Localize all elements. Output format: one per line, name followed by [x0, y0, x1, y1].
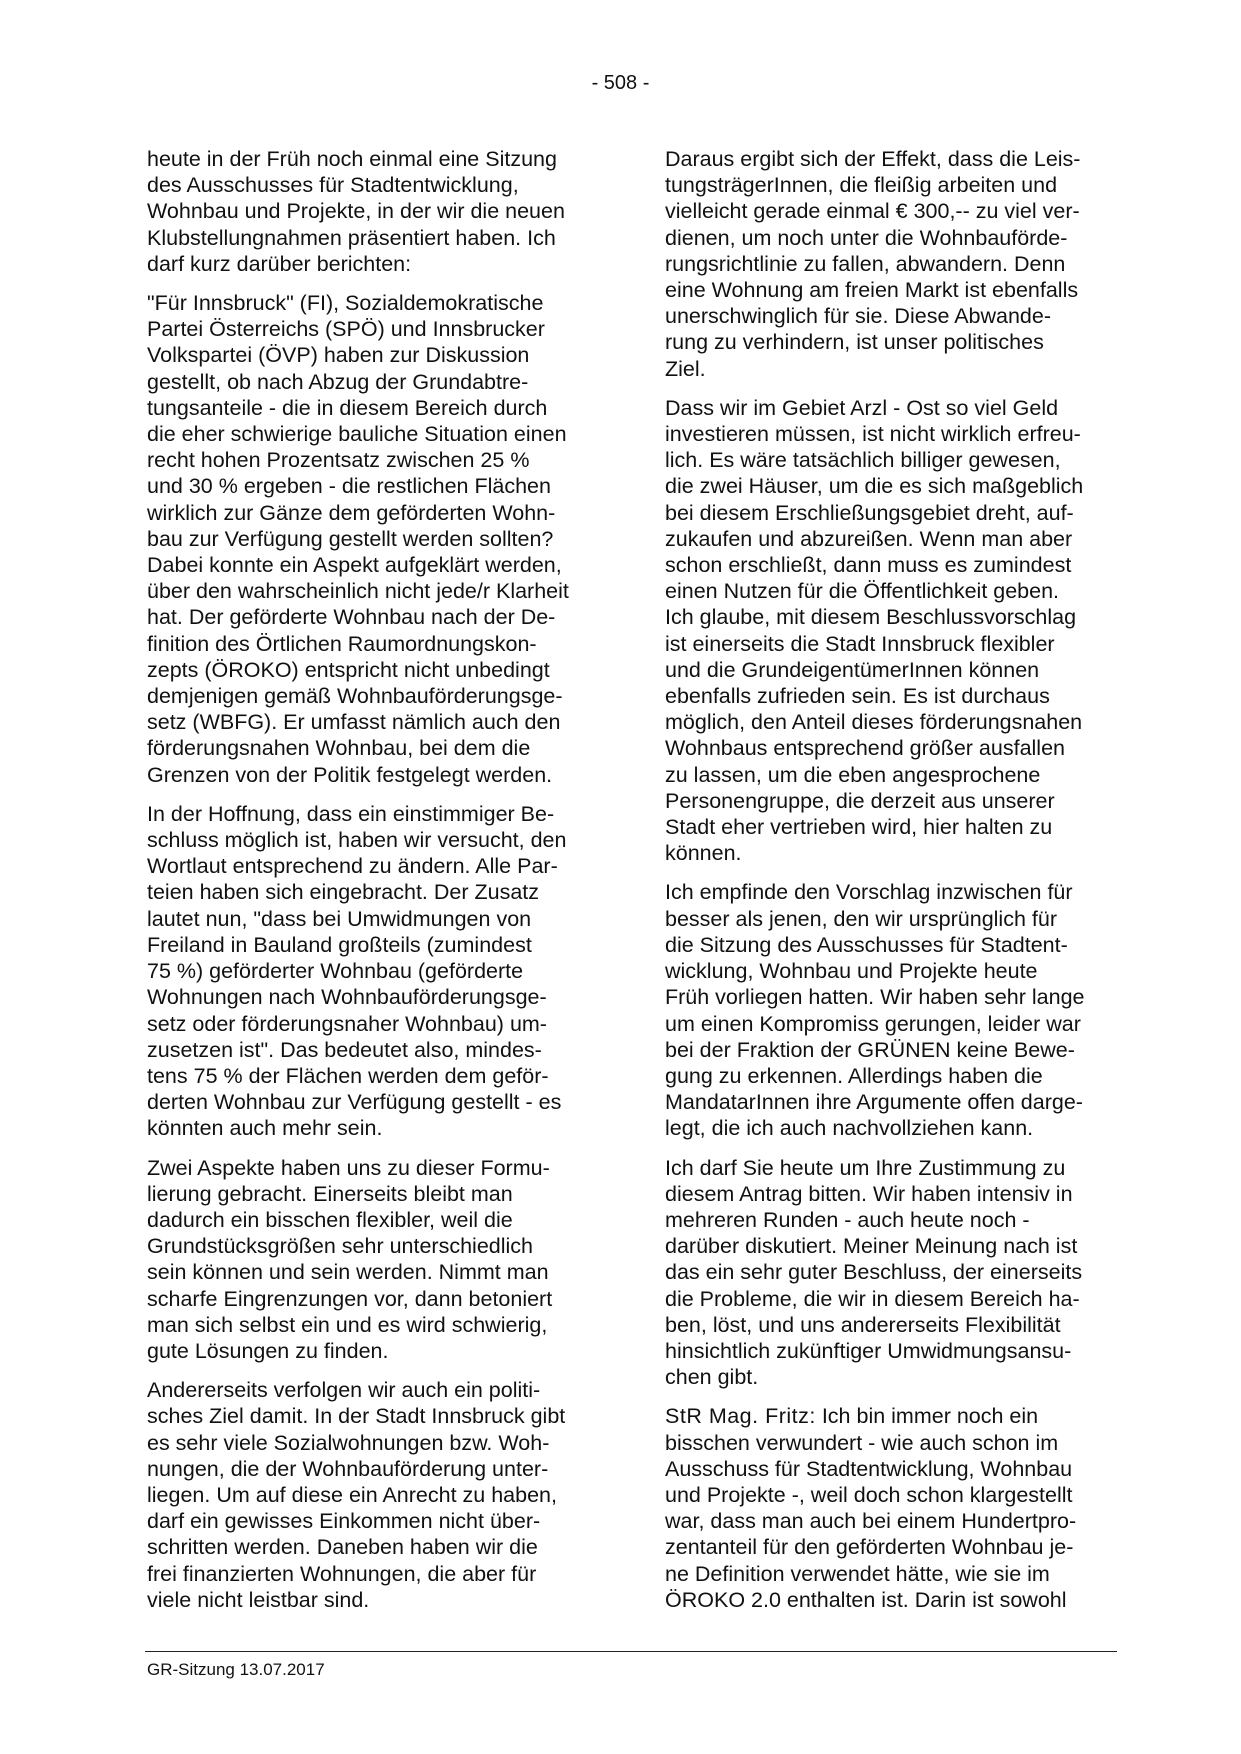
text-line: Klubstellungnahmen präsentiert haben. Ich [147, 225, 556, 250]
text-line: Ich darf Sie heute um Ihre Zustimmung zu [665, 1155, 1066, 1180]
text-line: darf ein gewisses Einkommen nicht über- [147, 1509, 541, 1534]
text-line: des Ausschusses für Stadtentwicklung, [147, 173, 519, 198]
text-line: über den wahrscheinlich nicht jede/r Klarheit [147, 579, 569, 604]
text-line [665, 1403, 1115, 1429]
text-line: Partei Österreichs (SPÖ) und Innsbrucker [147, 317, 545, 342]
text-line: gute Lösungen zu finden. [147, 1338, 389, 1363]
text-line: derten Wohnbau zur Verfügung gestellt - es [147, 1090, 562, 1115]
text-line: setz (WBFG). Er umfasst nämlich auch den [147, 710, 561, 735]
text-line: bau zur Verfügung gestellt werden sollten? [147, 526, 554, 551]
paragraph [147, 801, 597, 1142]
text-line: förderungsnahen Wohnbau, bei dem die [147, 736, 531, 761]
text-line: bisschen verwundert - wie auch schon im [665, 1430, 1059, 1455]
text-line: ÖROKO 2.0 enthalten ist. Darin ist sowohl [665, 1587, 1067, 1612]
text-line: besser als jenen, den wir ursprünglich für [665, 906, 1057, 931]
text-line: ist einerseits die Stadt Innsbruck flexibler [665, 631, 1055, 656]
text-line: Grundstücksgrößen sehr unterschiedlich [147, 1234, 533, 1259]
text-line: können. [665, 841, 742, 866]
text-line: investieren müssen, ist nicht wirklich erfreu- [665, 422, 1081, 447]
text-line: eine Wohnung am freien Markt ist ebenfalls [665, 278, 1079, 303]
text-line: unerschwinglich für sie. Diese Abwande- [665, 304, 1052, 329]
text-line: Ich empfinde den Vorschlag inzwischen für [665, 880, 1073, 905]
text-line: Dabei konnte ein Aspekt aufgeklärt werden, [147, 553, 562, 578]
speaker-text: Ich bin immer noch ein [815, 1404, 1039, 1429]
text-line: Zwei Aspekte haben uns zu dieser Formu- [147, 1155, 550, 1180]
text-line: wicklung, Wohnbau und Projekte heute [665, 959, 1038, 984]
text-line: und Projekte -, weil doch schon klargestellt [665, 1482, 1073, 1507]
text-line: Dass wir im Gebiet Arzl - Ost so viel Geld [665, 395, 1059, 420]
text-line: die zwei Häuser, um die es sich maßgeblich [665, 474, 1084, 499]
text-line: die Sitzung des Ausschusses für Stadtent- [665, 932, 1068, 957]
text-line: schritten werden. Daneben haben wir die [147, 1535, 538, 1560]
text-line: zusetzen ist". Das bedeutet also, mindes- [147, 1037, 542, 1062]
paragraph [147, 290, 597, 788]
text-line: mehreren Runden - auch heute noch - [665, 1207, 1030, 1232]
text-line: chen gibt. [665, 1365, 759, 1390]
text-line: Ich glaube, mit diesem Beschlussvorschlag [665, 605, 1077, 630]
text-line: nungen, die der Wohnbauförderung unter- [147, 1456, 549, 1481]
text-line: MandatarInnen ihre Argumente offen darge- [665, 1090, 1083, 1115]
text-line: Volkspartei (ÖVP) haben zur Diskussion [147, 343, 530, 368]
text-line: diesem Antrag bitten. Wir haben intensiv in [665, 1181, 1073, 1206]
text-line: die Probleme, die wir in diesem Bereich ha- [665, 1286, 1080, 1311]
text-line: Ausschuss für Stadtentwicklung, Wohnbau [665, 1456, 1073, 1481]
text-line: Personengruppe, die derzeit aus unserer [665, 788, 1055, 813]
text-line: einen Nutzen für die Öffentlichkeit geben. [665, 579, 1060, 604]
text-line: Früh vorliegen hatten. Wir haben sehr lange [665, 985, 1085, 1010]
text-line: gung zu erkennen. Allerdings haben die [665, 1063, 1043, 1088]
text-line: tungsträgerInnen, die fleißig arbeiten und [665, 173, 1058, 198]
text-line: liegen. Um auf diese ein Anrecht zu haben, [147, 1482, 557, 1507]
text-line: zentanteil für den geförderten Wohnbau je- [665, 1535, 1074, 1560]
speaker-name: StR Mag. Fritz: [665, 1404, 816, 1429]
footer-divider [145, 1651, 1117, 1652]
text-line: die eher schwierige bauliche Situation einen [147, 422, 567, 447]
text-line: Freiland in Bauland großteils (zumindest [147, 932, 532, 957]
text-line: dadurch ein bisschen flexibler, weil die [147, 1207, 513, 1232]
text-line: Wortlaut entsprechend zu ändern. Alle Par- [147, 854, 558, 879]
paragraph [147, 1155, 597, 1365]
text-line: darf kurz darüber berichten: [147, 251, 412, 276]
text-line: recht hohen Prozentsatz zwischen 25 % [147, 448, 530, 473]
text-line: In der Hoffnung, dass ein einstimmiger Be- [147, 801, 555, 826]
speaker-paragraph [665, 1403, 1115, 1613]
text-line: hinsichtlich zukünftiger Umwidmungsansu- [665, 1338, 1072, 1363]
text-line: war, dass man auch bei einem Hundertpro- [665, 1509, 1077, 1534]
text-line: schon erschließt, dann muss es zumindest [665, 553, 1072, 578]
text-line: das ein sehr guter Beschluss, der einerseits [665, 1260, 1083, 1285]
paragraph [147, 1377, 597, 1613]
text-line: um einen Kompromiss gerungen, leider war [665, 1011, 1081, 1036]
right-text-column [665, 146, 1115, 1626]
text-line: teien haben sich eingebracht. Der Zusatz [147, 880, 540, 905]
text-line: rung zu verhindern, ist unser politisches [665, 330, 1044, 355]
text-line: wirklich zur Gänze dem geförderten Wohn- [147, 500, 556, 525]
text-line: Wohnungen nach Wohnbauförderungsge- [147, 985, 547, 1010]
footer-session-date: GR-Sitzung 13.07.2017 [147, 1660, 325, 1679]
text-line: könnten auch mehr sein. [147, 1116, 383, 1141]
text-line: tungsanteile - die in diesem Bereich durch [147, 395, 548, 420]
text-line: finition des Örtlichen Raumordnungskon- [147, 631, 537, 656]
text-line: sches Ziel damit. In der Stadt Innsbruck gibt [147, 1404, 566, 1429]
text-line: tens 75 % der Flächen werden dem geför- [147, 1063, 549, 1088]
text-line: sein können und sein werden. Nimmt man [147, 1260, 549, 1285]
text-line: hat. Der geförderte Wohnbau nach der De- [147, 605, 556, 630]
text-line: setz oder förderungsnaher Wohnbau) um- [147, 1011, 547, 1036]
text-line: lich. Es wäre tatsächlich billiger gewesen, [665, 448, 1061, 473]
text-line: heute in der Früh noch einmal eine Sitzung [147, 147, 557, 171]
paragraph [665, 146, 1115, 382]
text-line: Wohnbaus entsprechend größer ausfallen [665, 736, 1065, 761]
text-line: dienen, um noch unter die Wohnbauförde- [665, 225, 1068, 250]
text-line: zepts (ÖROKO) entspricht nicht unbedingt [147, 657, 550, 682]
text-line: zu lassen, um die eben angesprochene [665, 762, 1041, 787]
left-text-column [147, 146, 597, 1626]
text-line: und 30 % ergeben - die restlichen Flächen [147, 474, 551, 499]
text-line: darüber diskutiert. Meiner Meinung nach ist [665, 1234, 1078, 1259]
text-line: und die GrundeigentümerInnen können [665, 657, 1040, 682]
text-line: lautet nun, "dass bei Umwidmungen von [147, 906, 532, 931]
text-line: Daraus ergibt sich der Effekt, dass die Leis- [665, 147, 1081, 171]
text-line: man sich selbst ein und es wird schwierig, [147, 1312, 548, 1337]
text-line: ben, löst, und uns andererseits Flexibilität [665, 1312, 1061, 1337]
text-line: bei diesem Erschließungsgebiet dreht, auf- [665, 500, 1074, 525]
text-line: schluss möglich ist, haben wir versucht, den [147, 828, 567, 853]
paragraph [147, 146, 597, 277]
text-line: bei der Fraktion der GRÜNEN keine Bewe- [665, 1037, 1075, 1062]
text-line: rungsrichtlinie zu fallen, abwandern. Denn [665, 251, 1066, 276]
text-line: viele nicht leistbar sind. [147, 1587, 370, 1612]
text-line: ebenfalls zufrieden sein. Es ist durchaus [665, 684, 1050, 709]
text-line: lierung gebracht. Einerseits bleibt man [147, 1181, 513, 1206]
paragraph [665, 1155, 1115, 1391]
text-line: Stadt eher vertrieben wird, hier halten zu [665, 815, 1053, 840]
text-line: legt, die ich auch nachvollziehen kann. [665, 1116, 1034, 1141]
text-line: es sehr viele Sozialwohnungen bzw. Woh- [147, 1430, 550, 1455]
paragraph [665, 879, 1115, 1141]
text-line: 75 %) geförderter Wohnbau (geförderte [147, 959, 524, 984]
text-line: gestellt, ob nach Abzug der Grundabtre- [147, 369, 529, 394]
text-line: frei finanzierten Wohnungen, die aber für [147, 1561, 537, 1586]
text-line: Grenzen von der Politik festgelegt werden. [147, 762, 553, 787]
text-line: zukaufen und abzureißen. Wenn man aber [665, 526, 1073, 551]
text-line: Ziel. [665, 356, 706, 381]
text-line: vielleicht gerade einmal € 300,-- zu viel ver- [665, 199, 1080, 224]
page-number: - 508 - [591, 72, 650, 94]
text-line: möglich, den Anteil dieses förderungsnahen [665, 710, 1083, 735]
text-line: demjenigen gemäß Wohnbauförderungsge- [147, 684, 563, 709]
text-line: "Für Innsbruck" (FI), Sozialdemokratische [147, 291, 544, 316]
text-line: Wohnbau und Projekte, in der wir die neuen [147, 199, 565, 224]
text-line: ne Definition verwendet hätte, wie sie im [665, 1561, 1050, 1586]
text-line: Andererseits verfolgen wir auch ein politi- [147, 1378, 541, 1403]
paragraph [665, 395, 1115, 867]
text-line: scharfe Eingrenzungen vor, dann betoniert [147, 1286, 553, 1311]
